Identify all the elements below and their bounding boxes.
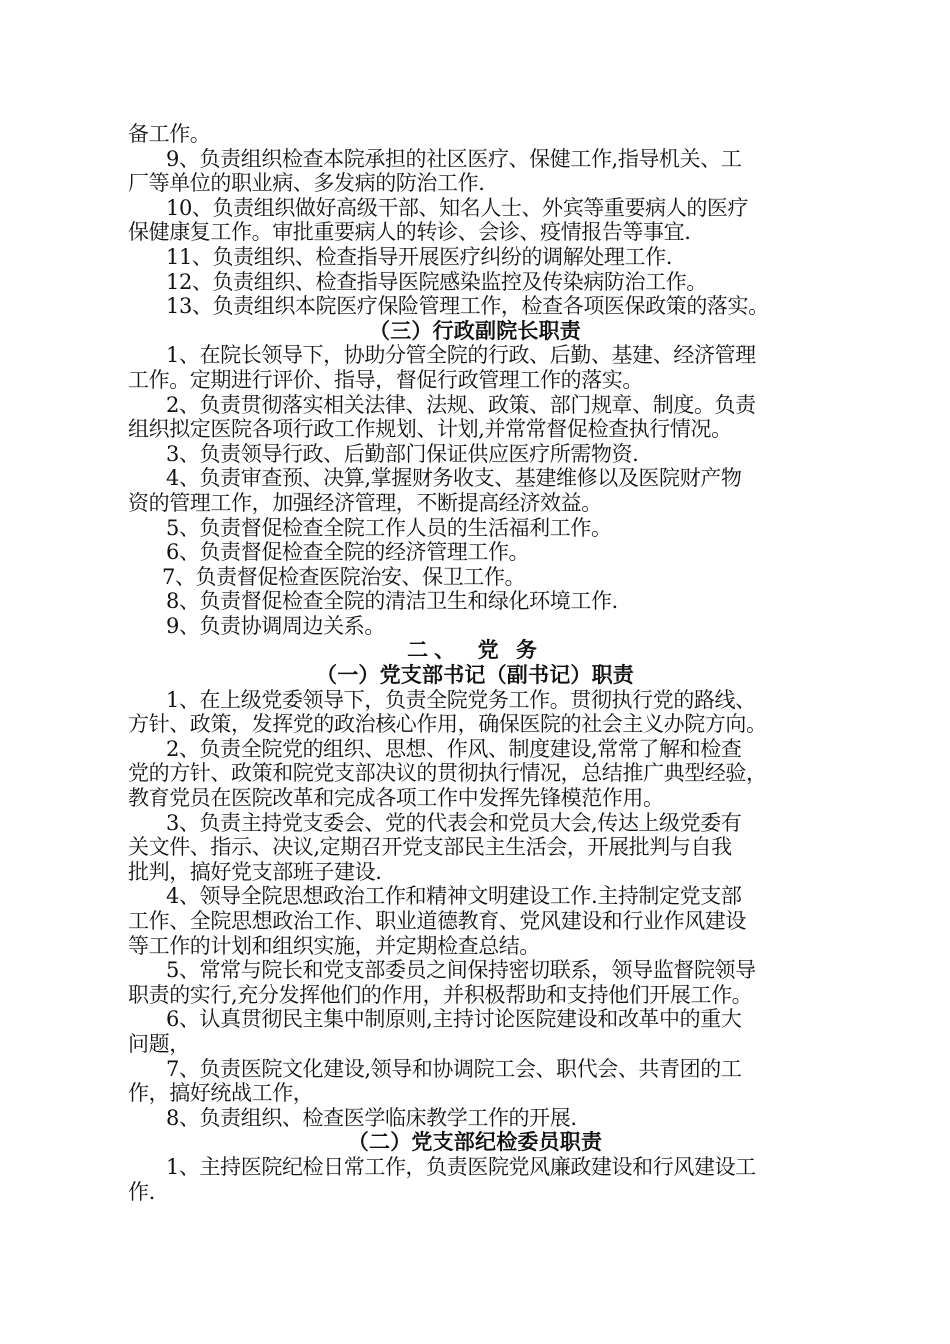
paragraph-continuation-line: 工作、全院思想政治工作、职业道德教育、党风建设和行业作风建设: [128, 909, 746, 933]
paragraph-continuation-line: 教育党员在医院改革和完成各项工作中发挥先锋模范作用。: [128, 786, 664, 811]
document-body: [128, 122, 822, 1204]
paragraph-first-line: 4、领导全院思想政治工作和精神文明建设工作.主持制定党支部: [166, 884, 742, 909]
paragraph-first-line: 7、负责医院文化建设,领导和协调院工会、职代会、共青团的工: [166, 1056, 742, 1081]
section-heading: （二）党支部纪检委员职责: [347, 1130, 603, 1155]
paragraph-first-line: 1、主持医院纪检日常工作，负责医院党风廉政建设和行风建设工: [166, 1154, 756, 1179]
paragraph-first-line: 8、负责组织、检查医学临床教学工作的开展.: [166, 1105, 577, 1130]
paragraph-first-line: 9、负责组织检查本院承担的社区医疗、保健工作,指导机关、工: [166, 146, 742, 171]
paragraph-continuation-line: 工作。定期进行评价、指导，督促行政管理工作的落实。: [128, 367, 643, 392]
paragraph-continuation-line: 关文件、指示、决议,定期召开党支部民主生活会，开展批判与自我: [128, 835, 732, 860]
paragraph-continuation-line: 厂等单位的职业病、多发病的防治工作.: [128, 171, 485, 196]
chapter-heading: 二、 党 务: [407, 638, 543, 663]
section-heading: （一）党支部书记（副书记）职责: [316, 663, 634, 688]
paragraph-first-line: 10、负责组织做好高级干部、知名人士、外宾等重要病人的医疗: [166, 195, 749, 220]
paragraph-first-line: 8、负责督促检查全院的清洁卫生和绿化环境工作.: [166, 589, 618, 614]
paragraph-first-line: 5、常常与院长和党支部委员之间保持密切联系，领导监督院领导: [166, 958, 756, 983]
paragraph-first-line: 13、负责组织本院医疗保险管理工作，检查各项医保政策的落实。: [166, 294, 769, 319]
paragraph-first-line: 5、负责督促检查全院工作人员的生活福利工作。: [166, 515, 612, 540]
section-heading: （三）行政副院长职责: [369, 318, 581, 343]
paragraph-continuation-line: 资的管理工作，加强经济管理，不断提高经济效益。: [128, 490, 602, 515]
paragraph-continuation-line: 职责的实行,充分发挥他们的作用，并积极帮助和支持他们开展工作。: [128, 982, 753, 1007]
paragraph-continuation-line: 备工作。: [128, 122, 211, 146]
paragraph-first-line: 9、负责协调周边关系。: [166, 613, 385, 638]
paragraph-continuation-line: 等工作的计划和组织实施，并定期检查总结。: [128, 933, 540, 958]
paragraph-continuation-line: 作.: [128, 1179, 155, 1204]
paragraph-first-line: 3、负责领导行政、后勤部门保证供应医疗所需物资.: [166, 441, 639, 466]
paragraph-first-line: 2、负责贯彻落实相关法律、法规、政策、部门规章、制度。负责: [166, 392, 756, 417]
paragraph-first-line: 7、负责督促检查医院治安、保卫工作。: [162, 564, 526, 589]
paragraph-first-line: 11、负责组织、检查指导开展医疗纠纷的调解处理工作.: [166, 244, 672, 269]
paragraph-first-line: 1、在上级党委领导下，负责全院党务工作。贯彻执行党的路线、: [166, 687, 756, 712]
paragraph-continuation-line: 组织拟定医院各项行政工作规划、计划,并常常督促检查执行情况。: [128, 417, 732, 442]
paragraph-first-line: 6、负责督促检查全院的经济管理工作。: [166, 540, 530, 565]
paragraph-continuation-line: 批判，搞好党支部班子建设.: [128, 859, 382, 884]
paragraph-continuation-line: 方针、政策，发挥党的政治核心作用，确保医院的社会主义办院方向。: [128, 712, 767, 737]
paragraph-continuation-line: 问题，: [128, 1031, 190, 1056]
paragraph-continuation-line: 作，搞好统战工作，: [128, 1081, 314, 1106]
paragraph-first-line: 4、负责审查预、决算,掌握财务收支、基建维修以及医院财产物: [166, 466, 742, 491]
paragraph-continuation-line: 保健康复工作。审批重要病人的转诊、会诊、疫情报告等事宜.: [128, 220, 691, 245]
paragraph-first-line: 12、负责组织、检查指导医院感染监控及传染病防治工作。: [166, 269, 707, 294]
paragraph-first-line: 3、负责主持党支委会、党的代表会和党员大会,传达上级党委有: [166, 810, 742, 835]
paragraph-first-line: 2、负责全院党的组织、思想、作风、制度建设,常常了解和检查: [166, 736, 742, 761]
paragraph-continuation-line: 党的方针、政策和院党支部决议的贯彻执行情况，总结推广典型经验，: [128, 761, 767, 786]
paragraph-first-line: 6、认真贯彻民主集中制原则,主持讨论医院建设和改革中的重大: [166, 1007, 742, 1032]
paragraph-first-line: 1、在院长领导下，协助分管全院的行政、后勤、基建、经济管理: [166, 343, 756, 368]
